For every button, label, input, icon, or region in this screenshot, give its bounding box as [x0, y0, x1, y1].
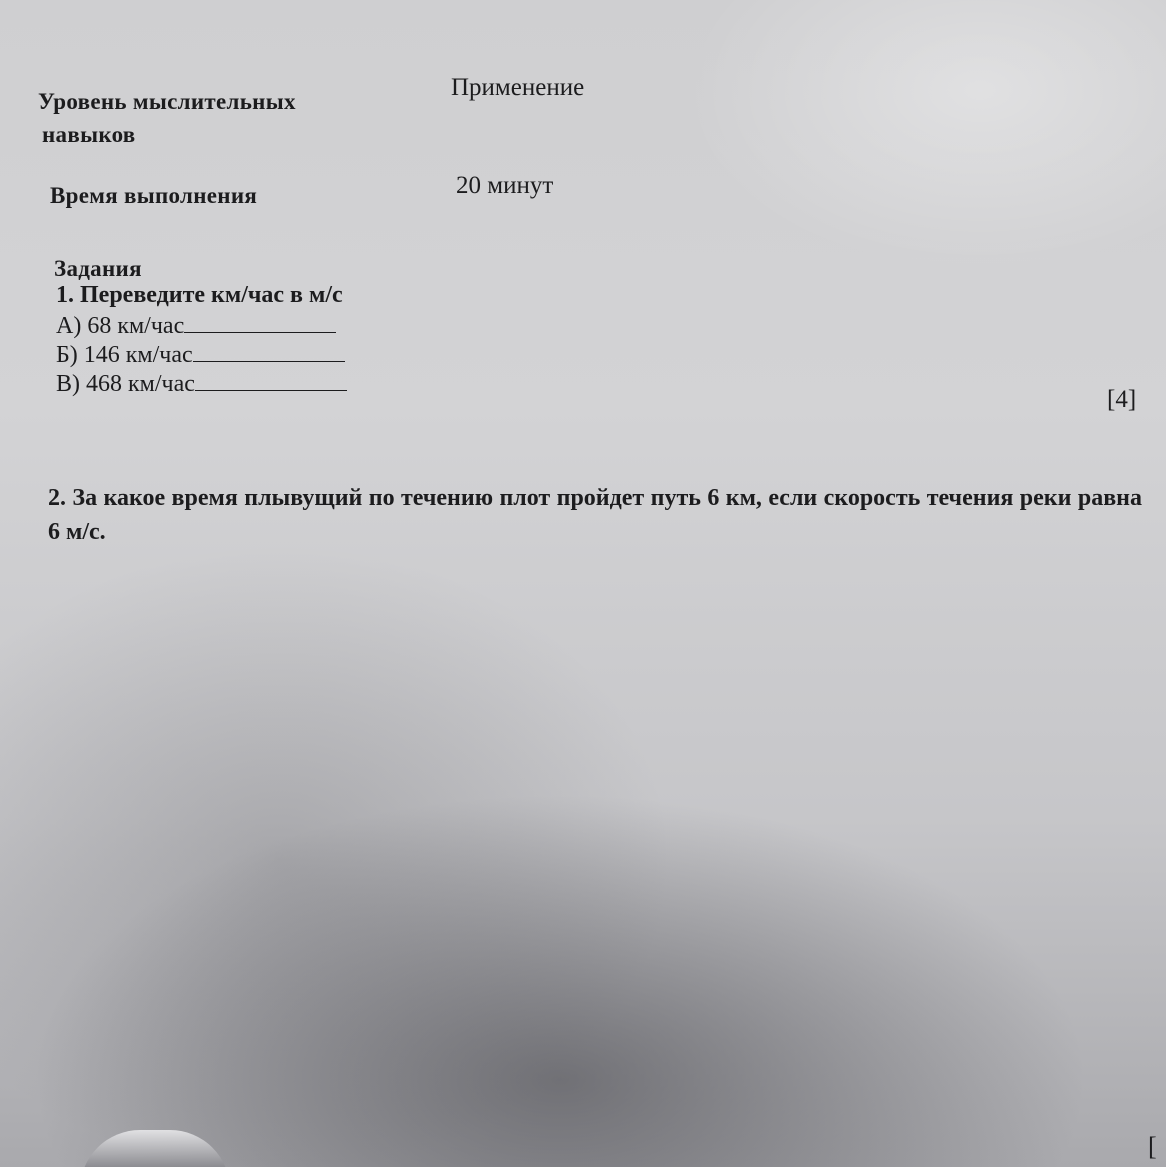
skills-level-label-line1: Уровень мыслительных — [38, 89, 296, 114]
task1-marks: [4] — [1107, 386, 1137, 413]
skills-level-label-line2: навыков — [42, 122, 136, 147]
time-value: 20 минут — [456, 172, 554, 199]
task1-item-b-label: Б) 146 км/час — [56, 342, 193, 368]
task1-item-a-answer-line — [184, 312, 336, 333]
corner-text-fragment: [ — [1148, 1132, 1157, 1161]
time-label: Время выполнения — [50, 183, 258, 208]
task1-item-c — [56, 370, 347, 398]
task1-item-c-label: В) 468 км/час — [56, 371, 195, 397]
task1-item-b — [56, 341, 345, 369]
task2-number: 2. — [48, 485, 66, 511]
task2-paragraph — [48, 481, 1142, 549]
task1-item-a-label: А) 68 км/час — [56, 313, 185, 339]
skills-level-value: Применение — [451, 74, 585, 101]
task1-item-b-answer-line — [193, 341, 345, 362]
task1-title: 1. Переведите км/час в м/с — [56, 282, 343, 308]
binder-clip-shadow — [80, 1130, 230, 1167]
task1-item-c-answer-line — [195, 370, 347, 391]
task2-text: За какое время плывущий по течению плот пройдет путь 6 км, если скорость течения реки равна 6 м/с. — [48, 485, 1143, 545]
task1-item-a — [56, 312, 336, 340]
tasks-heading: Задания — [54, 256, 142, 281]
